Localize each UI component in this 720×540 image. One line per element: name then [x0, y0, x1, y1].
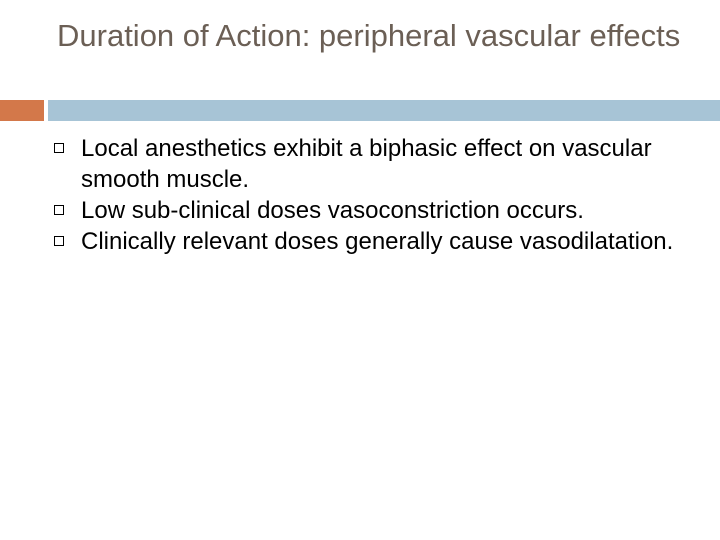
bullet-list — [0, 133, 720, 257]
title-rule-accent — [0, 100, 44, 121]
hollow-square-bullet-icon — [54, 236, 64, 246]
bullet-text: Low sub-clinical doses vasoconstriction occurs. — [81, 197, 584, 224]
hollow-square-bullet-icon — [54, 205, 64, 215]
list-item — [0, 133, 720, 195]
title-rule-bar — [48, 100, 720, 121]
list-item — [0, 226, 720, 257]
slide-title: Duration of Action: peripheral vascular effects — [57, 18, 681, 53]
hollow-square-bullet-icon — [54, 143, 64, 153]
bullet-text: Local anesthetics exhibit a biphasic effect on vascular smooth muscle. — [81, 135, 652, 193]
list-item — [0, 195, 720, 226]
bullet-text: Clinically relevant doses generally cause vasodilatation. — [81, 228, 674, 255]
